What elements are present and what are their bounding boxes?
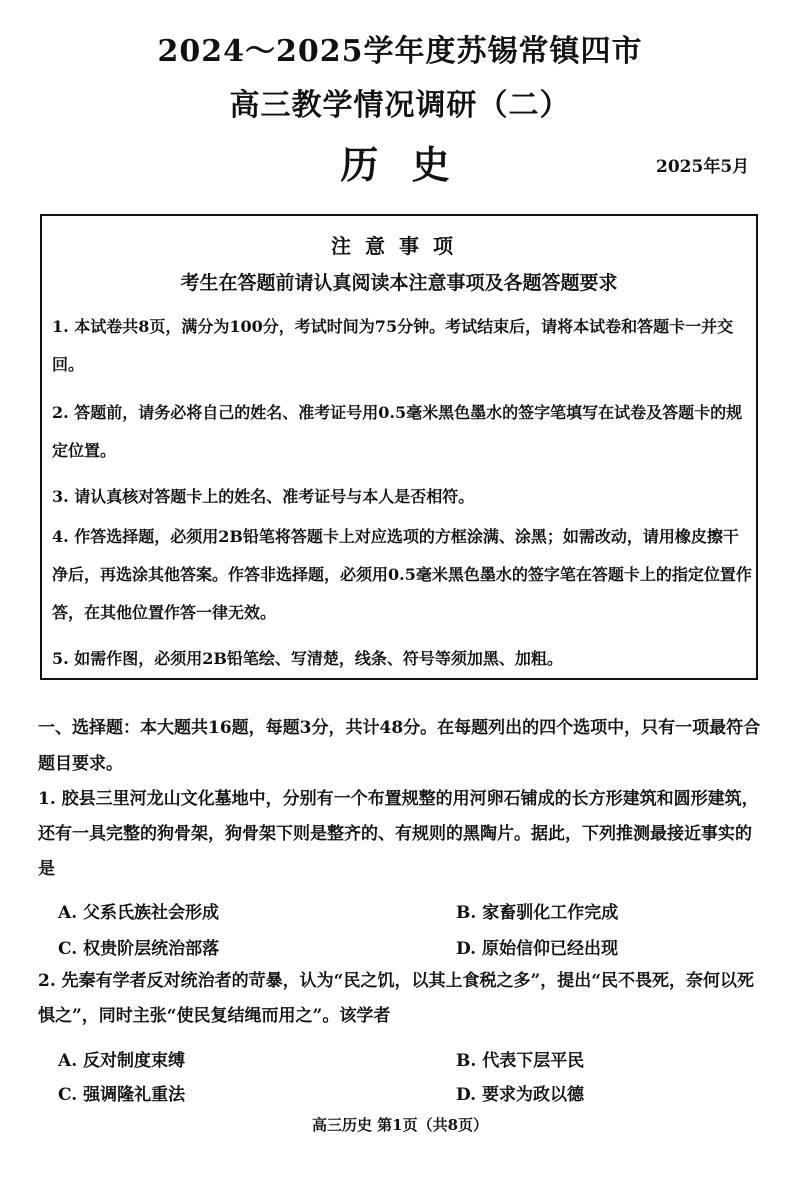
question-1-option-a: A. 父系氏族社会形成 (58, 903, 220, 923)
notice-item-3: 3. 请认真核对答题卡上的姓名、准考证号与本人是否相符。 (52, 487, 475, 506)
exam-date: 2025年5月 (656, 157, 750, 177)
section-heading: 一、选择题：本大题共16题，每题3分，共计48分。在每题列出的四个选项中，只有一项最符合题目要求。 (38, 718, 761, 774)
question-1-option-d: D. 原始信仰已经出现 (456, 939, 618, 959)
question-2-option-c: C. 强调隆礼重法 (58, 1085, 186, 1105)
question-2-option-a: A. 反对制度束缚 (58, 1051, 186, 1071)
notice-item-1: 1. 本试卷共8页，满分为100分，考试时间为75分钟。考试结束后，请将本试卷和答题卡一并交回。 (52, 317, 734, 374)
notice-item-2: 2. 答题前，请务必将自己的姓名、准考证号用0.5毫米黑色墨水的签字笔填写在试卷及答题卡的规定位置。 (52, 403, 743, 460)
notice-box (40, 214, 758, 680)
notice-title: 注意事项 (331, 234, 467, 258)
subject-title: 历 史 (340, 142, 460, 187)
question-1-stem: 1. 胶县三里河龙山文化墓地中，分别有一个布置规整的用河卵石铺成的长方形建筑和圆形建筑，还有一具完整的狗骨架，狗骨架下则是整齐的、有规则的黑陶片。据此，下列推测最接近事实的是 (38, 789, 759, 879)
exam-title-line1: 2024～2025学年度苏锡常镇四市 (157, 34, 643, 69)
question-1-option-c: C. 权贵阶层统治部落 (58, 939, 220, 959)
question-2-stem: 2. 先秦有学者反对统治者的苛暴，认为“民之饥，以其上食税之多”，提出“民不畏死，奈何以死惧之”，同时主张“使民复结绳而用之”。该学者 (38, 971, 754, 1026)
notice-subtitle: 考生在答题前请认真阅读本注意事项及各题答题要求 (180, 272, 618, 294)
page-footer: 高三历史 第1页（共8页） (311, 1116, 489, 1134)
exam-title-line2: 高三教学情况调研（二） (229, 88, 571, 123)
notice-item-5: 5. 如需作图，必须用2B铅笔绘、写清楚，线条、符号等须加黑、加粗。 (52, 649, 563, 668)
question-2-option-b: B. 代表下层平民 (456, 1051, 585, 1071)
notice-item-4: 4. 作答选择题，必须用2B铅笔将答题卡上对应选项的方框涂满、涂黑；如需改动，请用橡皮擦干净后，再选涂其他答案。作答非选择题，必须用0.5毫米黑色墨水的签字笔在答题卡上的指定位置作答，在其他位置作答一律无效。 (52, 527, 752, 622)
question-1-option-b: B. 家畜驯化工作完成 (456, 903, 619, 923)
question-2-option-d: D. 要求为政以德 (456, 1085, 584, 1105)
